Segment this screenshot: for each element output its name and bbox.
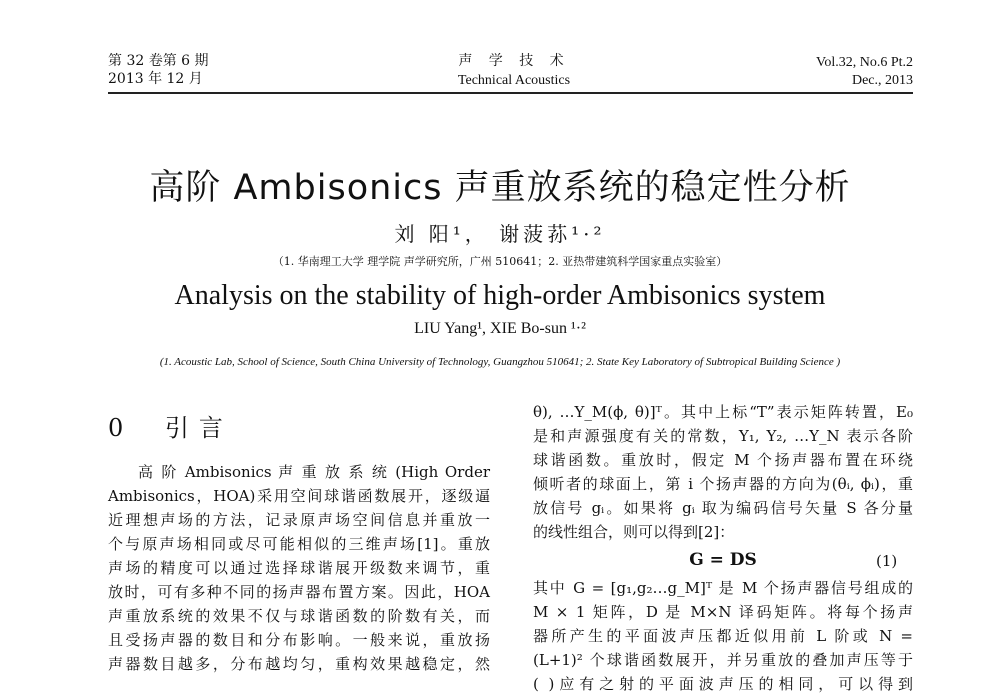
authors-en: LIU Yang¹, XIE Bo-sun ¹·² <box>414 320 586 337</box>
text-line: 是和声源强度有关的常数，Y₁, Y₂, …Y_N 表示各阶 <box>533 427 913 445</box>
text-line: 个与原声场相同或尽可能相似的三维声场[1]。重放 <box>108 535 490 553</box>
journal-name-en: Technical Acoustics <box>457 73 571 88</box>
text-line: 声器数目越多，分布越均匀，重构效果越稳定，然 <box>108 655 490 673</box>
section-number: 0 <box>108 414 134 442</box>
date-en: Dec., 2013 <box>851 73 913 88</box>
date-cn: 2013 年 12 月 <box>108 71 203 87</box>
affiliation-en: (1. Acoustic Lab, School of Science, South China University of Technology, Guangzhou 510641; 2. State Key Laboratory of Subtropical Building Science ) <box>159 356 841 368</box>
left-column-text <box>108 460 490 676</box>
text-line: ( )应有之射的平面波声压的相同，可以得到 <box>533 675 913 693</box>
text-line: 高 阶 Ambisonics 声 重 放 系 统 (High Order <box>138 463 490 481</box>
text-line: 倾听者的球面上，第 i 个扬声器的方向为(θᵢ, ϕᵢ)，重 <box>533 475 913 493</box>
text-line: 放时，可有多种不同的扬声器布置方案。因此，HOA <box>108 583 490 601</box>
header-rule <box>108 92 913 94</box>
volume-issue-en: Vol.32, No.6 Pt.2 <box>816 55 913 70</box>
section-title: 引言 <box>164 414 233 442</box>
text-line: 其中 G = [g₁,g₂…g_M]ᵀ 是 M 个扬声器信号组成的 <box>533 579 913 597</box>
paper-title-en: Analysis on the stability of high-order Ambisonics system <box>174 280 826 311</box>
text-line: 声场的精度可以通过选择球谐展开级数来调节，重 <box>108 559 490 577</box>
paper-title-cn: 高阶 Ambisonics 声重放系统的稳定性分析 <box>149 168 851 208</box>
text-line: Ambisonics，HOA)采用空间球谐函数展开，逐级逼 <box>108 487 490 505</box>
equation-1: G = DS <box>689 550 757 570</box>
volume-issue-cn: 第 32 卷第 6 期 <box>108 53 209 69</box>
text-line: 球谐函数。重放时，假定 M 个扬声器布置在环绕 <box>533 451 913 469</box>
right-column-text <box>533 400 913 544</box>
text-line: 的线性组合，则可以得到[2]： <box>533 523 735 541</box>
affiliation-cn: （1. 华南理工大学 理学院 声学研究所，广州 510641；2. 亚热带建筑科学国家重点实验室） <box>272 255 728 268</box>
text-line: (L+1)² 个球谐函数展开，并另重放的叠加声压等于 <box>533 651 913 669</box>
section-heading <box>108 408 233 443</box>
text-line: M × 1 矩阵，D 是 M×N 译码矩阵。将每个扬声 <box>533 603 913 621</box>
authors-cn: 刘 阳¹， 谢菠荪¹·² <box>394 222 606 246</box>
text-line: 器所产生的平面波声压都近似用前 L 阶或 N = <box>533 627 913 645</box>
text-line: 近理想声场的方法，记录原声场空间信息并重放一 <box>108 511 490 529</box>
equation-number: (1) <box>876 552 898 570</box>
journal-name-cn: 声 学 技 术 <box>458 53 570 69</box>
right-column-text-continued <box>533 576 913 696</box>
text-line: 放信号 gᵢ。如果将 gᵢ 取为编码信号矢量 S 各分量 <box>533 499 913 517</box>
text-line: 声重放系统的效果不仅与球谐函数的阶数有关，而 <box>108 607 490 625</box>
text-line: θ), …Y_M(ϕ, θ)]ᵀ。其中上标“T”表示矩阵转置，E₀ <box>533 403 913 421</box>
text-line: 且受扬声器的数目和分布影响。一般来说，重放扬 <box>108 631 490 649</box>
